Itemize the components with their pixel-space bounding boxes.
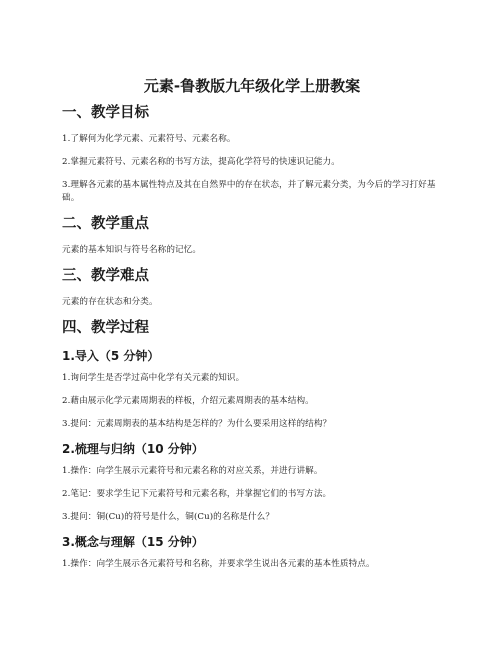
- paragraph: 1.操作：向学生展示元素符号和元素名称的对应关系，并进行讲解。: [62, 466, 323, 476]
- paragraph: 1.操作：向学生展示各元素符号和名称，并要求学生说出各元素的基本性质特点。: [62, 559, 375, 569]
- subsection-heading: 2.梳理与归纳（10 分钟）: [62, 442, 204, 456]
- paragraph: 3.提问：元素周期表的基本结构是怎样的？为什么要采用这样的结构？: [62, 419, 332, 429]
- section-heading: 二、教学重点: [62, 216, 149, 232]
- paragraph: 3.理解各元素的基本属性特点及其在自然界中的存在状态，并了解元素分类，为今后的学习打好基础。: [62, 180, 436, 203]
- subsection-concepts: [62, 534, 442, 571]
- section-key-points: [62, 215, 442, 257]
- paragraph: 元素的基本知识与符号名称的记忆。: [62, 245, 202, 255]
- section-heading: 三、教学难点: [62, 268, 149, 284]
- subsection-heading: 1.导入（5 分钟）: [62, 349, 160, 363]
- section-heading: 四、教学过程: [62, 320, 149, 336]
- subsection-introduction: [62, 348, 442, 431]
- subsection-summary: [62, 441, 442, 524]
- section-difficulties: [62, 267, 442, 309]
- paragraph: 2.笔记：要求学生记下元素符号和元素名称，并掌握它们的书写方法。: [62, 489, 332, 499]
- document-page: [62, 76, 442, 581]
- paragraph: 1.了解何为化学元素、元素符号、元素名称。: [62, 134, 236, 144]
- paragraph: 1.询问学生是否学过高中化学有关元素的知识。: [62, 373, 245, 383]
- paragraph: 2.藉由展示化学元素周期表的样板，介绍元素周期表的基本结构。: [62, 396, 314, 406]
- subsection-heading: 3.概念与理解（15 分钟）: [62, 535, 204, 549]
- section-teaching-goals: [62, 104, 442, 205]
- paragraph: 3.提问：铜(Cu)的符号是什么，铜(Cu)的名称是什么？: [62, 512, 275, 522]
- document-title: 元素-鲁教版九年级化学上册教案: [143, 77, 361, 95]
- paragraph: 2.掌握元素符号、元素名称的书写方法，提高化学符号的快速识记能力。: [62, 157, 340, 167]
- paragraph: 元素的存在状态和分类。: [62, 297, 158, 307]
- section-heading: 一、教学目标: [62, 105, 149, 121]
- section-teaching-process: [62, 319, 442, 571]
